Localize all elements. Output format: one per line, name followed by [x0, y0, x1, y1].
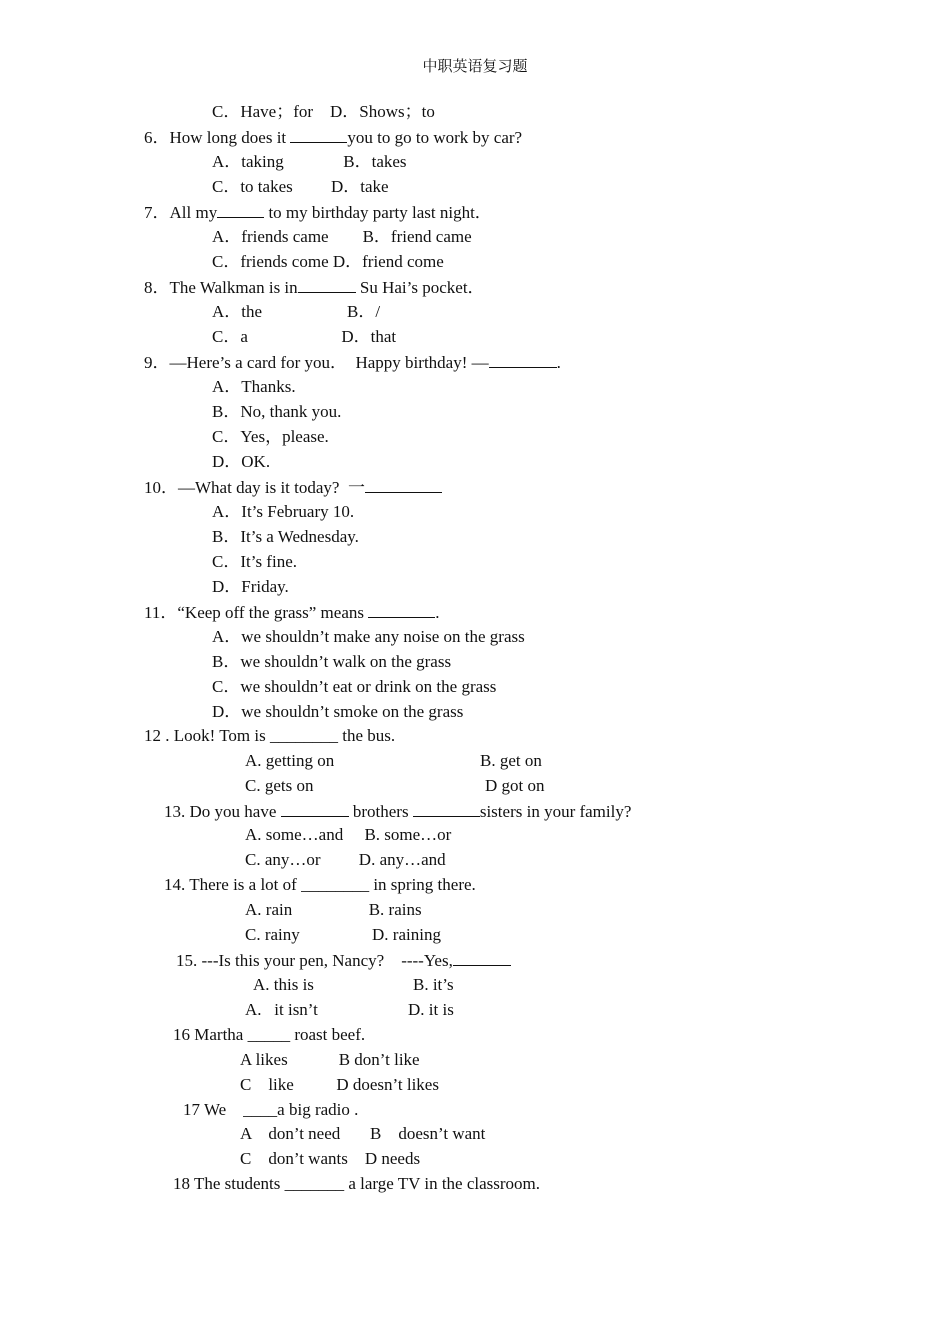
question-10 — [144, 477, 442, 498]
question-8 — [144, 277, 485, 298]
question-6 — [144, 127, 522, 148]
question-11 — [144, 602, 439, 623]
question-17: 17 We ____a big radio . — [183, 1100, 359, 1119]
question-text: 13. Do you have — [164, 802, 281, 821]
q11-option-a: A．we shouldn’t make any noise on the grass — [212, 627, 525, 646]
question-text: 15. ---Is this your pen, Nancy? ----Yes, — [176, 951, 453, 970]
q17-options-cd: C don’t wants D needs — [240, 1149, 421, 1168]
question-12: 12 . Look! Tom is ________ the bus. — [144, 726, 396, 745]
question-16: 16 Martha _____ roast beef. — [173, 1025, 366, 1044]
q11-option-c: C．we shouldn’t eat or drink on the grass — [212, 677, 497, 696]
question-text: sisters in your family? — [479, 802, 632, 821]
q17-options-ab: A don’t need B doesn’t want — [240, 1124, 486, 1143]
q7-options-ab: A．friends came B．friend came — [212, 227, 472, 246]
page-header: 中职英语复习题 — [422, 59, 528, 75]
q13-options-ab: A. some…and B. some…or — [245, 825, 452, 844]
q13-options-cd: C. any…or D. any…and — [245, 850, 446, 869]
q9-option-a: A．Thanks. — [212, 377, 296, 396]
answer-blank — [365, 477, 442, 493]
q15-option-c: A. it isn’t — [245, 1000, 318, 1019]
q12-option-a: A. getting on — [245, 751, 335, 770]
answer-blank — [489, 352, 557, 368]
question-text: . — [435, 603, 440, 622]
question-7 — [144, 202, 492, 223]
q12-option-b: B. get on — [480, 751, 542, 770]
q10-option-d: D．Friday. — [212, 577, 289, 596]
q8-options-cd: C．a D．that — [212, 327, 397, 346]
q15-option-d: D. it is — [408, 1000, 454, 1019]
question-text: Su Hai’s pocket． — [355, 278, 485, 297]
question-text: 9．—Here’s a card for you． Happy birthday! — — [144, 353, 489, 372]
answer-blank — [281, 801, 349, 817]
question-13 — [164, 801, 631, 822]
answer-blank — [298, 277, 356, 293]
q11-option-b: B．we shouldn’t walk on the grass — [212, 652, 452, 671]
q8-options-ab: A．the B．/ — [212, 302, 381, 321]
q6-options-ab: A．taking B．takes — [212, 152, 407, 171]
q14-options-ab: A. rain B. rains — [245, 900, 422, 919]
answer-blank — [368, 602, 435, 618]
q14-options-cd: C. rainy D. raining — [245, 925, 441, 944]
answer-blank — [217, 202, 264, 218]
answer-blank — [453, 950, 511, 966]
question-text: 8．The Walkman is in — [144, 278, 298, 297]
question-text: 11．“Keep off the grass” means — [144, 603, 369, 622]
question-text: brothers — [348, 802, 413, 821]
question-text: 10．—What day is it today? 一 — [144, 478, 365, 497]
q9-option-b: B．No, thank you. — [212, 402, 342, 421]
q12-option-d: D got on — [485, 776, 545, 795]
question-text: you to go to work by car? — [347, 128, 523, 147]
question-text: . — [556, 353, 561, 372]
answer-blank — [413, 801, 480, 817]
q6-options-cd: C．to takes D．take — [212, 177, 389, 196]
q9-option-c: C．Yes，please. — [212, 427, 329, 446]
q16-options-cd: C like D doesn’t likes — [240, 1075, 439, 1094]
question-15 — [176, 950, 511, 971]
q16-options-ab: A likes B don’t like — [240, 1050, 420, 1069]
q12-option-c: C. gets on — [245, 776, 314, 795]
q7-options-cd: C．friends come D．friend come — [212, 252, 444, 271]
question-text: to my birthday party last night． — [264, 203, 492, 222]
question-18: 18 The students _______ a large TV in the classroom. — [173, 1174, 541, 1193]
question-14: 14. There is a lot of ________ in spring there. — [164, 875, 476, 894]
q10-option-b: B．It’s a Wednesday. — [212, 527, 359, 546]
question-text: 7．All my — [144, 203, 218, 222]
q10-option-c: C．It’s fine. — [212, 552, 297, 571]
q15-option-b: B. it’s — [413, 975, 454, 994]
answer-blank — [290, 127, 347, 143]
q11-option-d: D．we shouldn’t smoke on the grass — [212, 702, 464, 721]
q15-option-a: A. this is — [253, 975, 314, 994]
question-text: 6．How long does it — [144, 128, 291, 147]
q5-options-cd: C．Have；for D．Shows；to — [212, 102, 435, 121]
q9-option-d: D．OK. — [212, 452, 271, 471]
question-9 — [144, 352, 561, 373]
q10-option-a: A．It’s February 10. — [212, 502, 355, 521]
